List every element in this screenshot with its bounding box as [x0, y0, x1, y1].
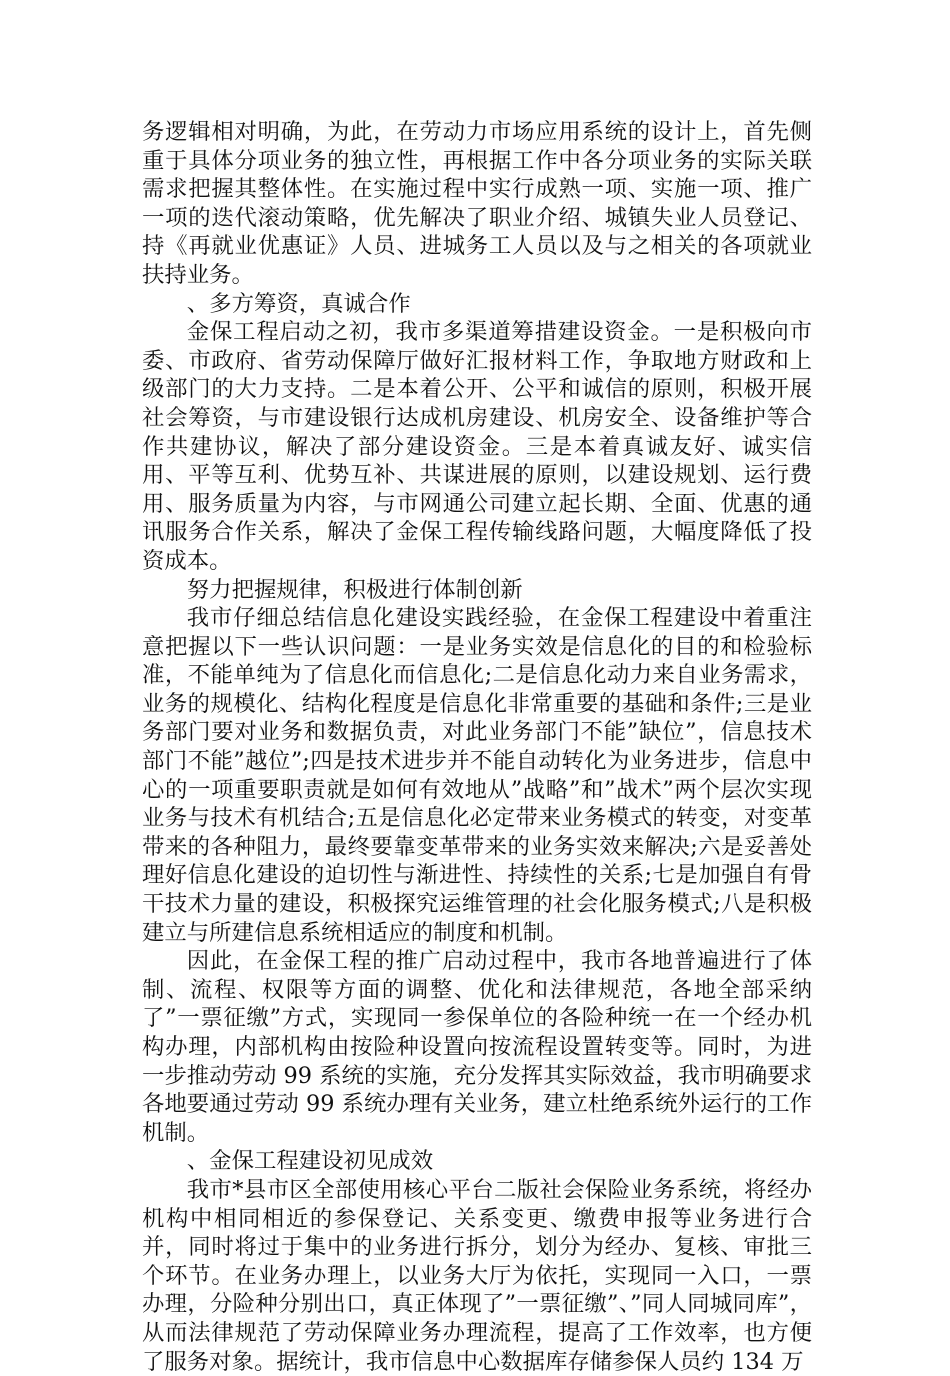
paragraph-innovation: 我市仔细总结信息化建设实践经验，在金保工程建设中着重注意把握以下一些认识问题：一是业务实效是信息化的目的和检验标准，不能单纯为了信息化而信息化;二是信息化动力来自业务需求，业务的规模化、结构化程度是信息化非常重要的基础和条件;三是业务部门要对业务和数据负责，对此业务部门不能”缺位”，信息技术部门不能”越位”;四是技术进步并不能自动转化为业务进步，信息中心的一项重要职责就是如何有效地从”战略”和”战术”两个层次实现业务与技术有机结合;五是信息化必定带来业务模式的转变，对变革带来的各种阻力，最终要靠变革带来的业务实效来解决;六是妥善处理好信息化建设的迫切性与渐进性、持续性的关系;七是加强自有骨干技术力量的建设，积极探究运维管理的社会化服务模式;八是积极建立与所建信息系统相适应的制度和机制。: [142, 605, 812, 946]
section-heading-fundraising: 、多方筹资，真诚合作: [186, 290, 411, 317]
paragraph-fundraising: 金保工程启动之初，我市多渠道筹措建设资金。一是积极向市委、市政府、省劳动保障厅做好汇报材料工作，争取地方财政和上级部门的大力支持。二是本着公开、公平和诚信的原则，积极开展社会筹资，与市建设银行达成机房建设、机房安全、设备维护等合作共建协议，解决了部分建设资金。三是本着真诚友好、诚实信用、平等互利、优势互补、共谋进展的原则，以建设规划、运行费用、服务质量为内容，与市网通公司建立起长期、全面、优惠的通讯服务合作关系，解决了金保工程传输线路问题，大幅度降低了投资成本。: [142, 319, 812, 574]
paragraph-results: 我市*县市区全部使用核心平台二版社会保险业务系统，将经办机构中相同相近的参保登记、关系变更、缴费申报等业务进行合并，同时将过于集中的业务进行拆分，划分为经办、复核、审批三个环节。在业务办理上，以业务大厅为依托，实现同一入口，一票办理，分险种分别出口，真正体现了”一票征缴”、”同人同城同库”，从而法律规范了劳动保障业务办理流程，提高了工作效率，也方便了服务对象。据统计，我市信息中心数据库存储参保人员约 134 万: [142, 1176, 812, 1375]
section-heading-results: 、金保工程建设初见成效: [186, 1148, 434, 1175]
paragraph-reform: 因此，在金保工程的推广启动过程中，我市各地普遍进行了体制、流程、权限等方面的调整、优化和法律规范，各地全部采纳了”一票征缴”方式，实现同一参保单位的各险种统一在一个经办机构办理，内部机构由按险种设置向按流程设置转变等。同时，为进一步推动劳动 99 系统的实施，充分发挥其实际效益，我市明确要求各地要通过劳动 99 系统办理有关业务，建立杜绝系统外运行的工作机制。: [142, 948, 812, 1146]
document-page: [142, 118, 812, 1376]
paragraph-intro-continuation: 务逻辑相对明确，为此，在劳动力市场应用系统的设计上，首先侧重于具体分项业务的独立性，再根据工作中各分项业务的实际关联需求把握其整体性。在实施过程中实行成熟一项、实施一项、推广一项的迭代滚动策略，优先解决了职业介绍、城镇失业人员登记、持《再就业优惠证》人员、进城务工人员以及与之相关的各项就业扶持业务。: [142, 119, 812, 288]
section-heading-innovation: 努力把握规律，积极进行体制创新: [186, 576, 523, 603]
